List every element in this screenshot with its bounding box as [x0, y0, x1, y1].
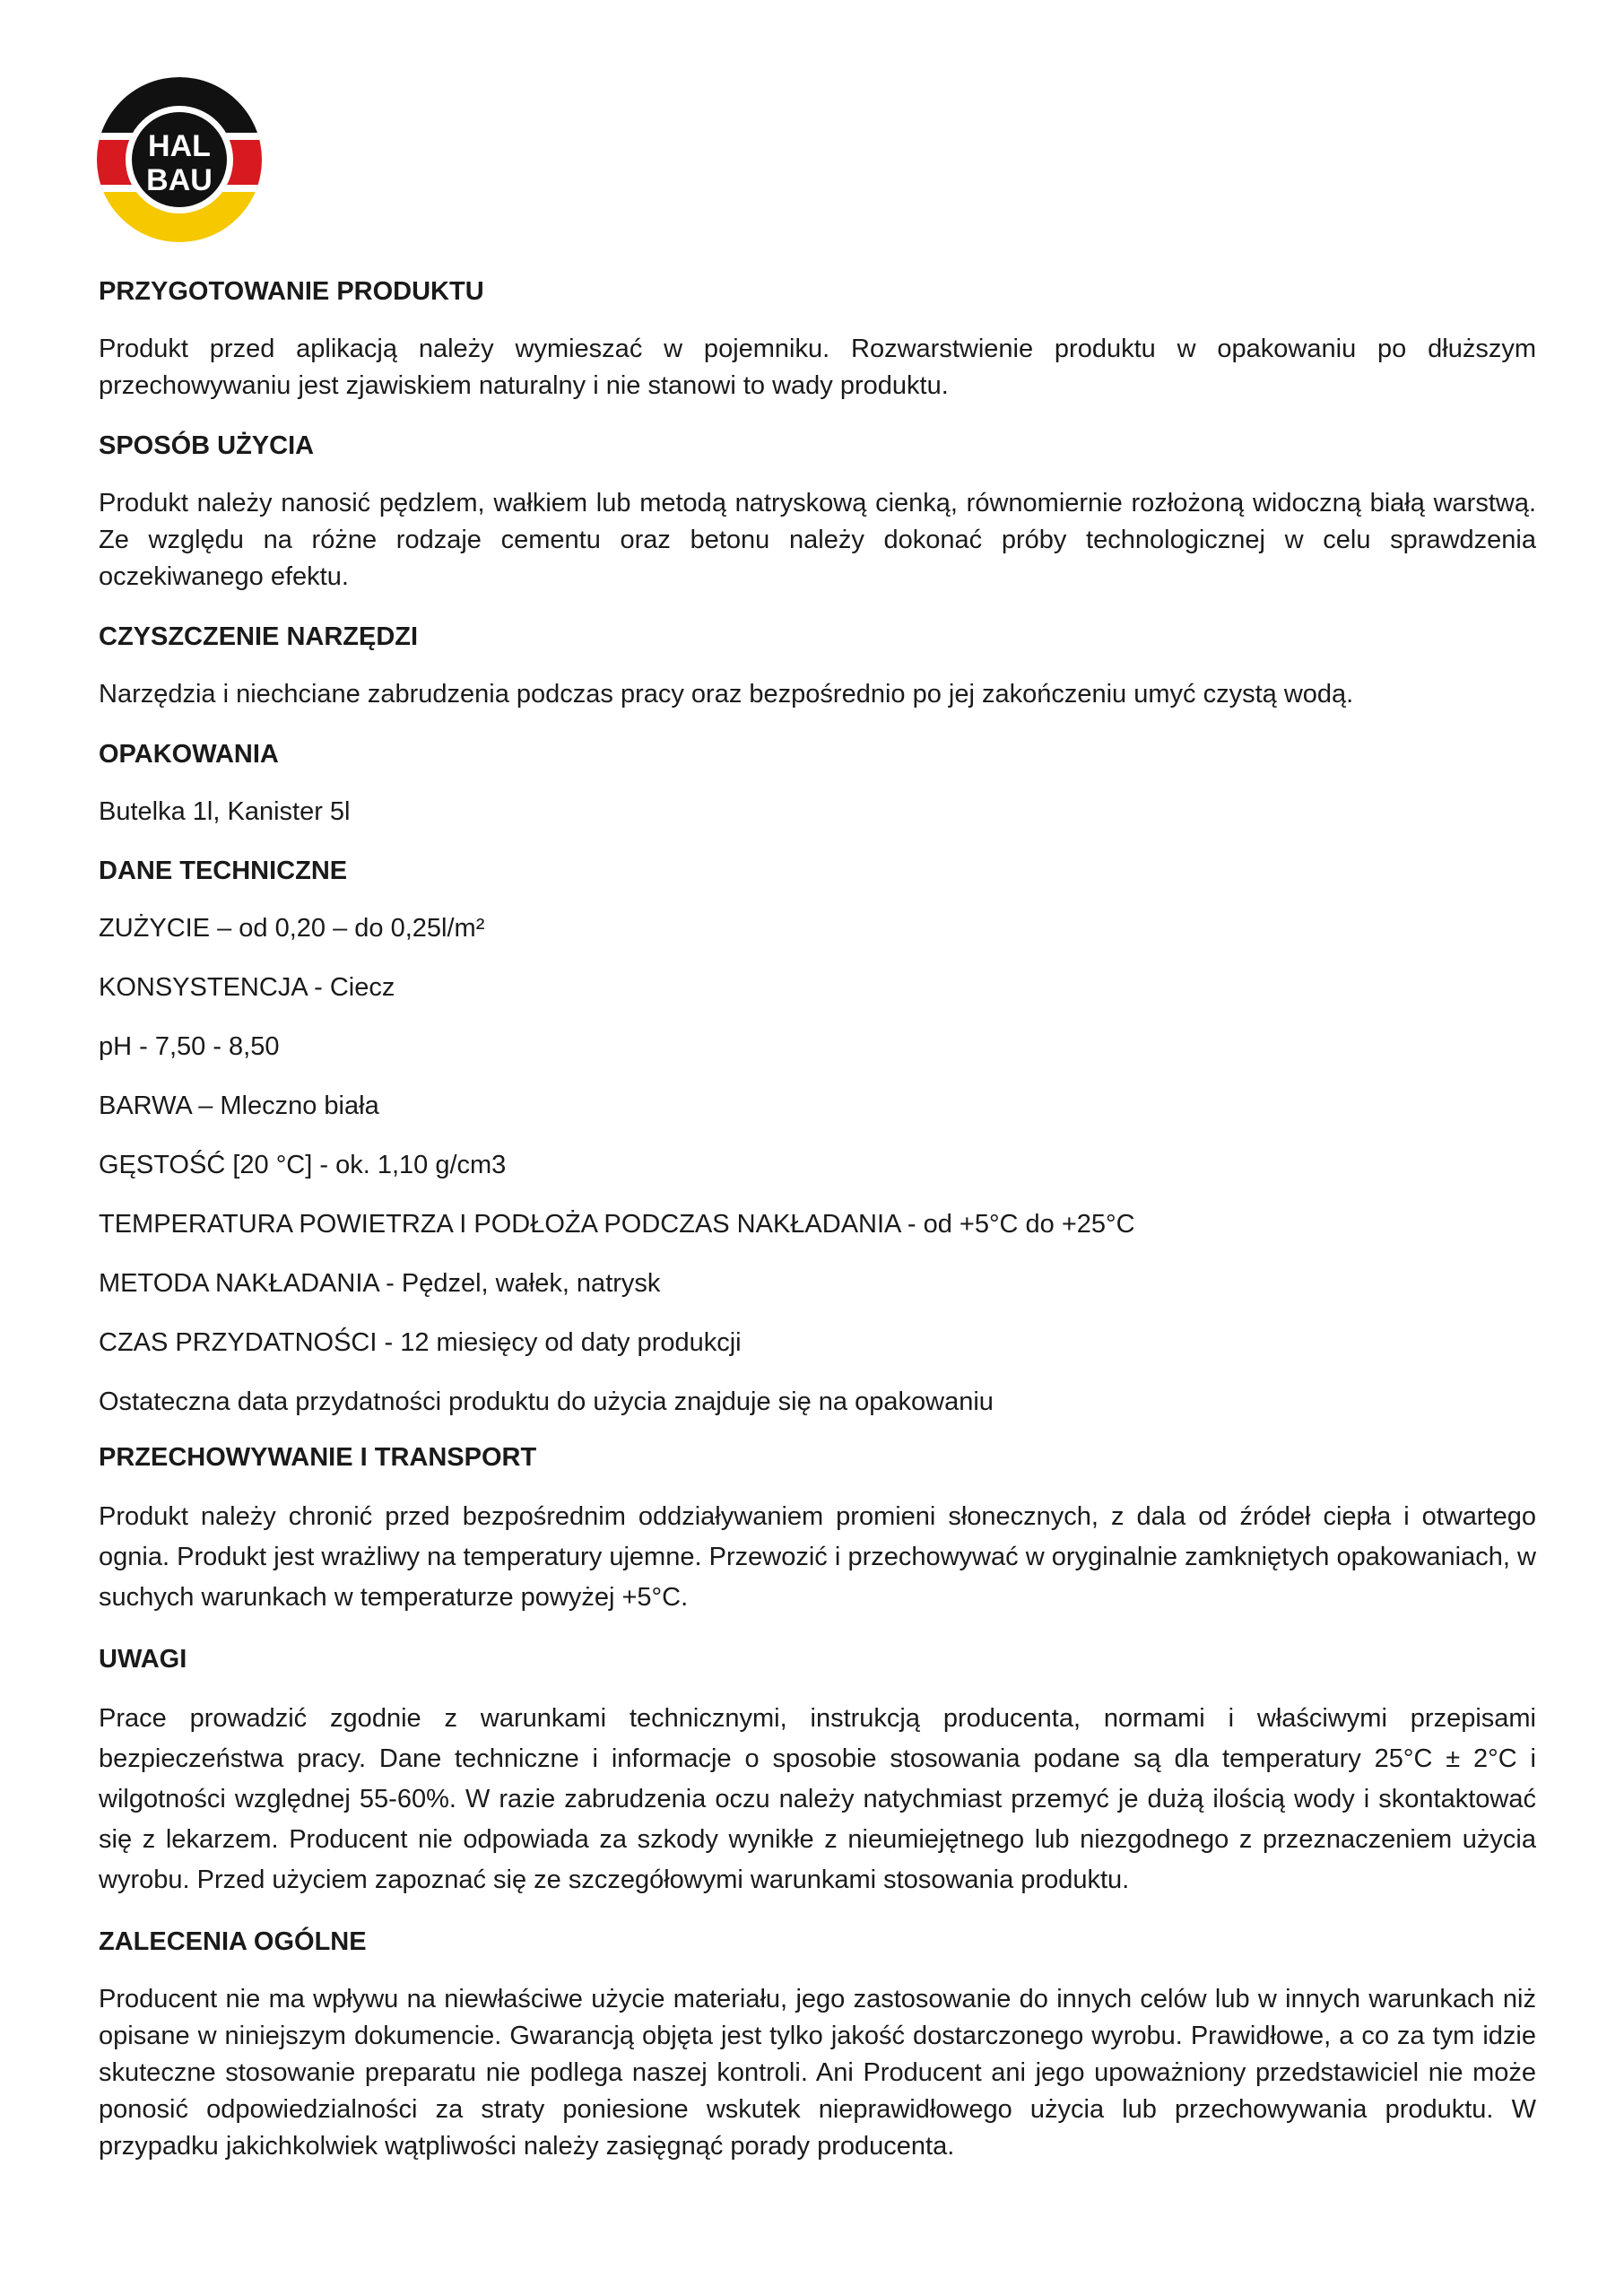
tech-item-data-przydatnosci: Ostateczna data przydatności produktu do użycia znajduje się na opakowaniu [99, 1387, 994, 1416]
logo-text-top: HAL [148, 129, 211, 163]
document-body [99, 274, 1536, 2188]
heading-opakowania: OPAKOWANIA [99, 740, 279, 769]
heading-uwagi: UWAGI [99, 1645, 187, 1674]
logo-text-bottom: BAU [146, 163, 213, 197]
paragraph-zalecenia: Producent nie ma wpływu na niewłaściwe użycie materiału, jego zastosowanie do innych celów lub w innych warunkach niż opisane w niniejszym dokumencie. Gwarancją objęta jest tylko jakość dostarczonego wyrobu. Prawidłowe, a co za tym idzie skuteczne stosowanie preparatu nie podlega naszej kontroli. Ani Producent ani jego upoważniony przedstawiciel nie może ponosić odpowiedzialności za straty poniesione wskutek nieprawidłowego użycia lub przechowywania produktu. W przypadku jakichkolwiek wątpliwości należy zasięgnąć porady producenta. [99, 1985, 1536, 2161]
tech-item-czas: CZAS PRZYDATNOŚCI - 12 miesięcy od daty produkcji [99, 1328, 742, 1357]
heading-czyszczenie: CZYSZCZENIE NARZĘDZI [99, 622, 419, 651]
tech-item-metoda: METODA NAKŁADANIA - Pędzel, wałek, natrysk [99, 1269, 661, 1298]
tech-item-zuzycie: ZUŻYCIE – od 0,20 – do 0,25l/m² [99, 914, 485, 943]
paragraph-przechowywanie: Produkt należy chronić przed bezpośrednim oddziaływaniem promieni słonecznych, z dala od źródeł ciepła i otwartego ognia. Produkt jest wrażliwy na temperatury ujemne. Przewozić i przechowywać w oryginalnie zamkniętych opakowaniach, w suchych warunkach w temperaturze powyżej +5°C. [99, 1502, 1536, 1612]
heading-przygotowanie: PRZYGOTOWANIE PRODUKTU [99, 277, 484, 306]
tech-item-barwa: BARWA – Mleczno biała [99, 1091, 379, 1120]
tech-item-ph: pH - 7,50 - 8,50 [99, 1032, 280, 1061]
tech-item-temperatura: TEMPERATURA POWIETRZA I PODŁOŻA PODCZAS NAKŁADANIA - od +5°C do +25°C [99, 1210, 1135, 1239]
heading-dane-techniczne: DANE TECHNICZNE [99, 857, 348, 885]
paragraph-opakowania: Butelka 1l, Kanister 5l [99, 797, 351, 826]
halbau-logo [97, 77, 262, 242]
paragraph-przygotowanie: Produkt przed aplikacją należy wymieszać w pojemniku. Rozwarstwienie produktu w opakowaniu po dłuższym przechowywaniu jest zjawiskiem naturalny i nie stanowi to wady produktu. [99, 335, 1536, 400]
heading-zalecenia: ZALECENIA OGÓLNE [99, 1927, 367, 1956]
paragraph-sposob-uzycia: Produkt należy nanosić pędzlem, wałkiem lub metodą natryskową cienką, równomiernie rozłożoną widoczną białą warstwą. Ze względu na różne rodzaje cementu oraz betonu należy dokonać próby technologicznej w celu sprawdzenia oczekiwanego efektu. [99, 489, 1536, 591]
heading-przechowywanie: PRZECHOWYWANIE I TRANSPORT [99, 1443, 537, 1472]
tech-item-konsystencja: KONSYSTENCJA - Ciecz [99, 973, 395, 1002]
heading-sposob-uzycia: SPOSÓB UŻYCIA [99, 431, 315, 460]
paragraph-uwagi: Prace prowadzić zgodnie z warunkami technicznymi, instrukcją producenta, normami i właściwymi przepisami bezpieczeństwa pracy. Dane techniczne i informacje o sposobie stosowania podane są dla temperatury 25°C ± 2°C i wilgotności względnej 55-60%. W razie zabrudzenia oczu należy natychmiast przemyć je dużą ilością wody i skontaktować się z lekarzem. Producent nie odpowiada za szkody wynikłe z nieumiejętnego lub niezgodnego z przeznaczeniem użycia wyrobu. Przed użyciem zapoznać się ze szczegółowymi warunkami stosowania produktu. [99, 1704, 1536, 1894]
paragraph-czyszczenie: Narzędzia i niechciane zabrudzenia podczas pracy oraz bezpośrednio po jej zakończeniu umyć czystą wodą. [99, 680, 1354, 709]
tech-item-gestosc: GĘSTOŚĆ [20 °C] - ok. 1,10 g/cm3 [99, 1151, 507, 1179]
